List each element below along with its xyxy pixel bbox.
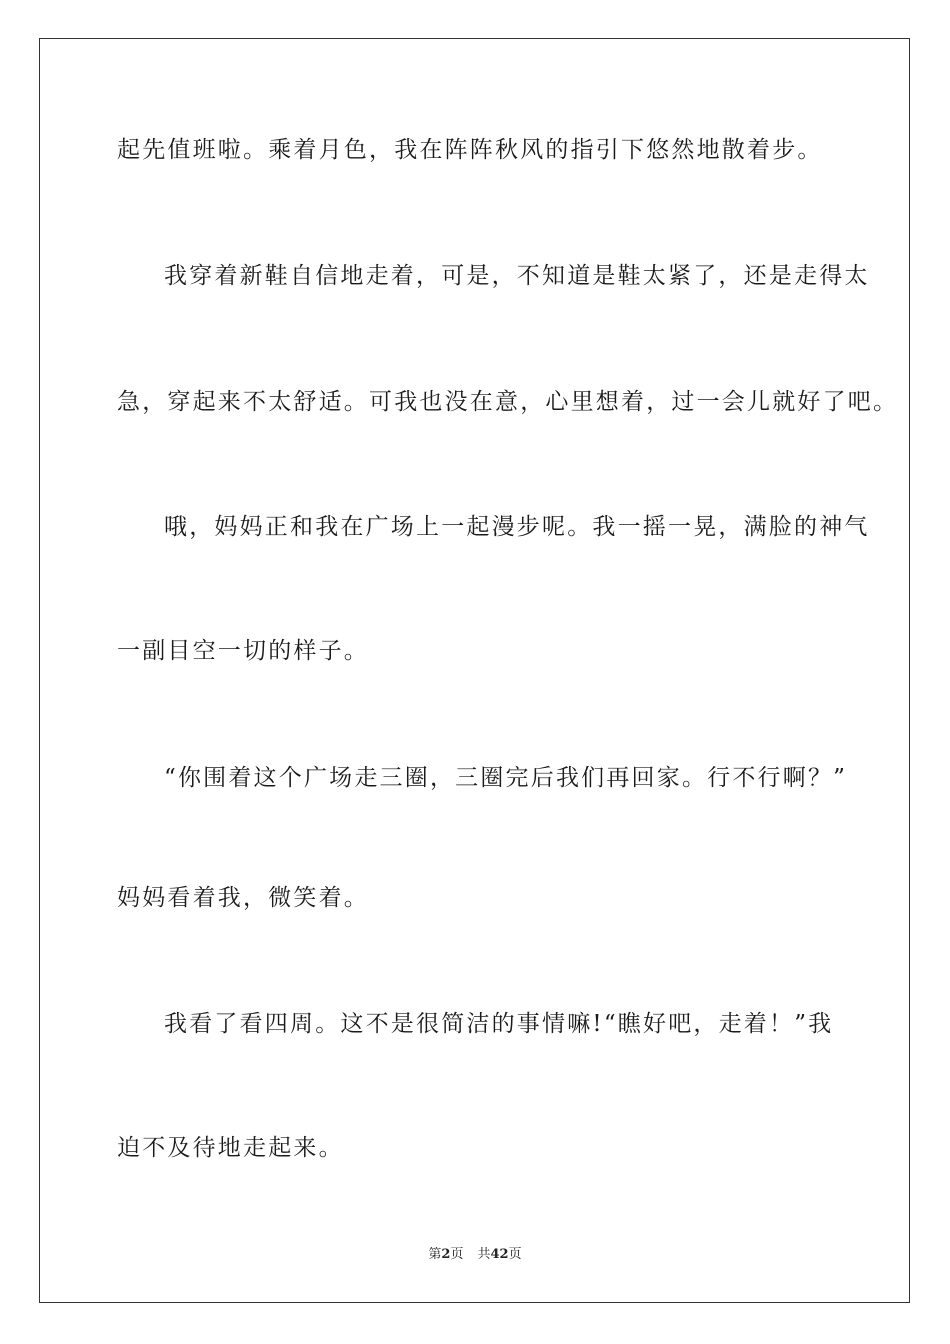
page-suffix: 页 — [450, 1247, 464, 1262]
text-line-6: “你围着这个广场走三圈，三圈完后我们再回家。行不行啊？” — [164, 765, 848, 791]
text-line-2: 我穿着新鞋自信地走着，可是，不知道是鞋太紧了，还是走得太 — [164, 263, 870, 289]
text-line-5: 一副目空一切的样子。 — [117, 638, 369, 664]
total-prefix: 共 — [477, 1247, 491, 1262]
page-border — [39, 38, 910, 1303]
page-footer — [0, 1246, 950, 1264]
text-line-9: 迫不及待地走起来。 — [117, 1135, 344, 1161]
text-line-4: 哦，妈妈正和我在广场上一起漫步呢。我一摇一晃，满脸的神气 — [164, 514, 870, 540]
total-suffix: 页 — [508, 1247, 522, 1262]
page-number: 2 — [441, 1247, 451, 1262]
text-line-8: 我看了看四周。这不是很简洁的事情嘛!“瞧好吧，走着！”我 — [164, 1011, 834, 1037]
text-line-3: 急，穿起来不太舒适。可我也没在意，心里想着，过一会儿就好了吧。 — [117, 389, 899, 415]
text-line-7: 妈妈看着我，微笑着。 — [117, 885, 369, 911]
total-pages: 42 — [490, 1247, 509, 1262]
page-prefix: 第 — [428, 1247, 442, 1262]
text-line-1: 起先值班啦。乘着月色，我在阵阵秋风的指引下悠然地散着步。 — [117, 137, 823, 163]
